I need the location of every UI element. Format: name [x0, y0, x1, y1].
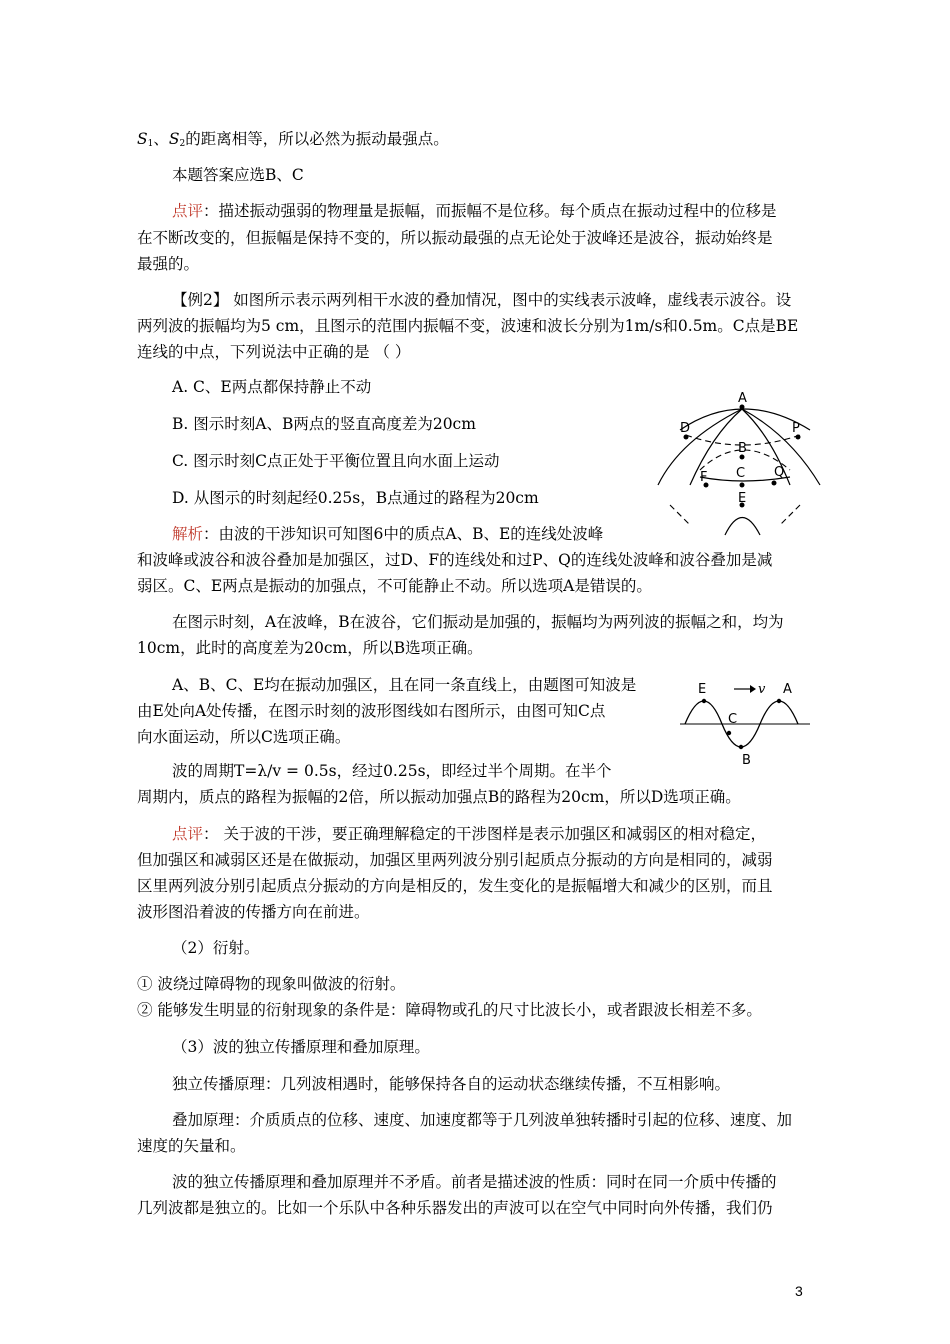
point-c [740, 483, 745, 488]
comment-1-line-2: 在不断改变的，但振幅是保持不变的，所以振动最强的点无论处于波峰还是波谷，振动始终是 [137, 229, 773, 247]
label-e: E [738, 491, 747, 506]
label-d: D [680, 421, 691, 436]
para-3-line-2: 周期内，质点的路程为振幅的2倍，所以振动加强点B的路程为20cm，所以D选项正确。 [137, 788, 741, 806]
example-2-line-3: 连线的中点，下列说法中正确的是 （ ） [137, 343, 411, 361]
para-1-line-2: 10cm，此时的高度差为20cm，所以B选项正确。 [137, 639, 483, 657]
crest-arc-left [658, 409, 790, 485]
comment-2-line-1: 点评： 关于波的干涉，要正确理解稳定的干涉图样是表示加强区和减弱区的相对稳定， [172, 825, 766, 843]
comment-2-line-3: 区里两列波分别引起质点分振动的方向是相反的，发生变化的是振幅增大和减少的区别，而且 [137, 877, 773, 895]
line-s1s2: $S_1$、$S_2$的距离相等，所以必然为振动最强点。 [137, 130, 449, 149]
answer-line: 本题答案应选B、C [172, 166, 304, 184]
option-d: D. 从图示的时刻起经0.25s，B点通过的路程为20cm [172, 489, 539, 507]
crest-arc-left-inner [690, 409, 742, 485]
page-number: 3 [795, 1283, 803, 1299]
arrow-head-icon [750, 685, 756, 693]
wave-point-c [727, 731, 731, 735]
closing-line-1: 波的独立传播原理和叠加原理并不矛盾。前者是描述波的性质：同时在同一介质中传播的 [172, 1173, 777, 1191]
diffraction-item-2: ② 能够发生明显的衍射现象的条件是：障碍物或孔的尺寸比波长小，或者跟波长相差不多。 [137, 1001, 762, 1019]
comment-2-line-2: 但加强区和减弱区还是在做振动，加强区里两列波分别引起质点分振动的方向是相同的，减弱 [137, 851, 773, 869]
label-q: Q [774, 465, 785, 480]
comment-1-line-1: 点评：描述振动强弱的物理量是振幅，而振幅不是位移。每个质点在振动过程中的位移是 [172, 202, 777, 220]
wave-label-a: A [783, 682, 792, 697]
comment-2-line-4: 波形图沿着波的传播方向在前进。 [137, 903, 370, 921]
wave-point-e [702, 699, 706, 703]
wave-label-c: C [728, 712, 738, 727]
superposition-principle-line-2: 速度的矢量和。 [137, 1137, 246, 1155]
example-2-line-2: 两列波的振幅均为5 cm，且图示的范围内振幅不变，波速和波长分别为1m/s和0.5m。C点是BE [137, 317, 799, 335]
para-3-line-1: 波的周期T=λ/v = 0.5s，经过0.25s，即经过半个周期。在半个 [172, 762, 612, 780]
section-diffraction: （2）衍射。 [172, 939, 260, 957]
trough-tick-right [780, 505, 800, 525]
label-a: A [738, 391, 747, 406]
para-2-line-3: 向水面运动，所以C选项正确。 [137, 728, 351, 746]
point-q [772, 481, 777, 486]
para-1-line-1: 在图示时刻，A在波峰，B在波谷，它们振动是加强的，振幅均为两列波的振幅之和，均为 [172, 613, 784, 631]
label-c: C [736, 466, 746, 481]
label-b: B [738, 441, 747, 456]
example-2-line-1: 【例2】 如图所示表示两列相干水波的叠加情况，图中的实线表示波峰，虚线表示波谷。设 [172, 291, 792, 309]
comment-1-line-3: 最强的。 [137, 255, 200, 273]
analysis-line-1: 解析：由波的干涉知识可知图6中的质点A、B、E的连线处波峰 [172, 525, 604, 543]
crest-arc-bottom [725, 518, 760, 536]
analysis-line-3: 弱区。C、E两点是振动的加强点，不可能静止不动。所以选项A是错误的。 [137, 577, 652, 595]
option-b: B. 图示时刻A、B两点的竖直高度差为20cm [172, 415, 476, 433]
label-p: P [792, 421, 800, 436]
option-c: C. 图示时刻C点正处于平衡位置且向水面上运动 [172, 452, 500, 470]
closing-line-2: 几列波都是独立的。比如一个乐队中各种乐器发出的声波可以在空气中同时向外传播，我们仍 [137, 1199, 773, 1217]
trough-tick-left [670, 505, 690, 525]
analysis-line-2: 和波峰或波谷和波谷叠加是加强区，过D、F的连线处和过P、Q的连线处波峰和波谷叠加是减 [137, 551, 773, 569]
wave-point-a [777, 699, 781, 703]
interference-figure [650, 385, 830, 545]
section-superposition: （3）波的独立传播原理和叠加原理。 [172, 1038, 430, 1056]
option-a: A. C、E两点都保持静止不动 [172, 378, 372, 396]
wave-point-b [739, 745, 743, 749]
wave-label-e: E [698, 682, 707, 697]
waveform-figure [680, 678, 815, 773]
wave-label-b: B [742, 753, 751, 768]
para-2-line-2: 由E处向A处传播，在图示时刻的波形图线如右图所示，由图可知C点 [137, 702, 606, 720]
para-2-line-1: A、B、C、E均在振动加强区，且在同一条直线上，由题图可知波是 [172, 676, 637, 694]
independence-principle: 独立传播原理：几列波相遇时，能够保持各自的运动状态继续传播，不互相影响。 [172, 1075, 731, 1093]
wave-label-v: v [758, 682, 766, 697]
label-f: F [700, 470, 708, 485]
superposition-principle-line-1: 叠加原理：介质质点的位移、速度、加速度都等于几列波单独转播时引起的位移、速度、加 [172, 1111, 793, 1129]
diffraction-item-1: ① 波绕过障碍物的现象叫做波的衍射。 [137, 975, 406, 993]
